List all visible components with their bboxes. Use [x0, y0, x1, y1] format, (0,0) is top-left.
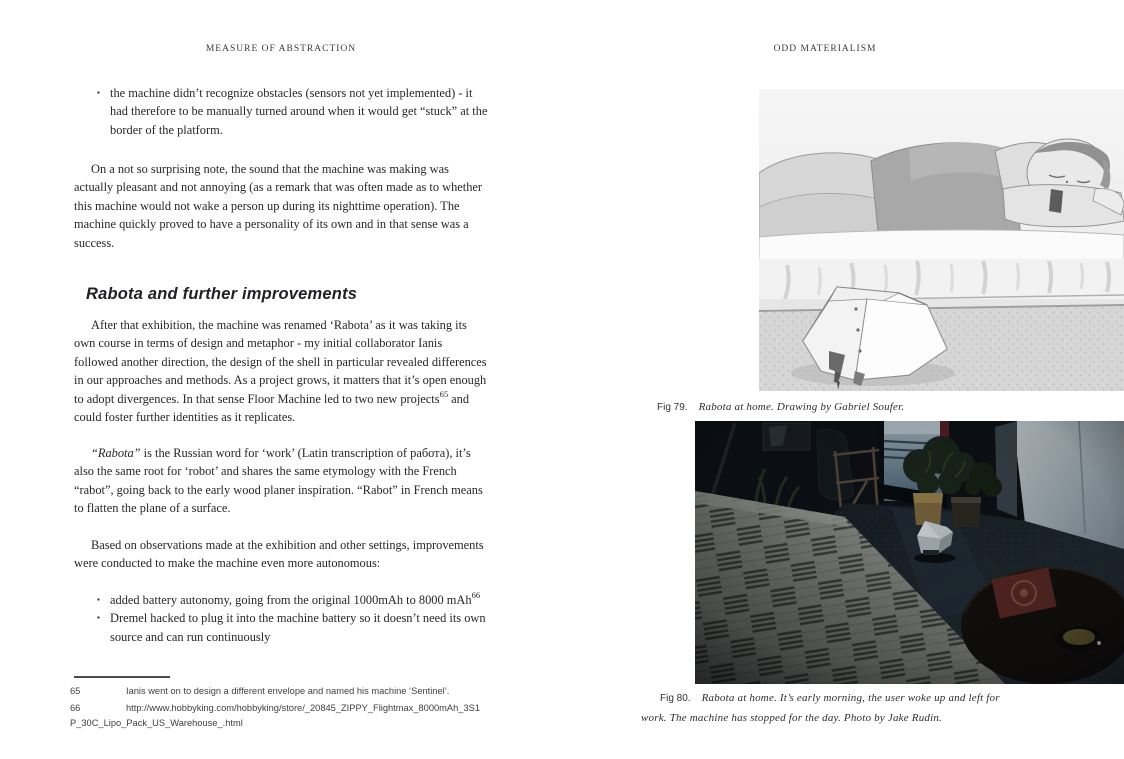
paragraph-text: After that exhibition, the machine was renamed ‘Rabota’ as it was taking its own course in terms of design and metaphor - my initial collaborator Ianis followed another direction, the design of the shell in particular revealed differences in our approaches and methods. As a project grows, it matters that it’s open enough to adopt divergences. In that sense Floor Machine led to two new projects: [74, 318, 487, 406]
running-header-right: ODD MATERIALISM: [773, 44, 877, 54]
paragraph-sound: On a not so surprising note, the sound that the machine was making was actually pleasant and not annoying (as a remark that was often made as to whether this machine would not wake a person up during its nighttime operation). The machine quickly proved to have a personality of its own and in that sense was a success.: [74, 162, 483, 250]
footnote-ref-65: 65: [439, 388, 449, 399]
paragraph-rename: [74, 316, 488, 426]
list-item-text: added battery autonomy, going from the original 1000mAh to 8000 mAh: [110, 593, 472, 607]
paragraph-text: and could foster further identities as it replicates.: [74, 391, 470, 425]
section-heading: Rabota and further improvements: [86, 285, 358, 303]
footnote-divider: [74, 676, 170, 678]
mattress: [759, 230, 1124, 311]
dark-bedroom-photo: [695, 421, 1124, 684]
paragraph-lead-italic: “Rabota”: [91, 446, 141, 460]
footnote-number: 65: [70, 686, 81, 696]
figure-79-drawing: [759, 89, 1124, 391]
footnote-number: 66: [70, 703, 81, 713]
figure-80-photo: [695, 421, 1124, 684]
sleeping-person-drawing: [759, 89, 1124, 391]
footnote: [70, 684, 484, 699]
figure-80-caption: [641, 689, 1021, 727]
paragraph-etymology: [74, 444, 488, 518]
improvements-bullet-list: [74, 591, 488, 646]
paragraph-observations: Based on observations made at the exhibition and other settings, improvements were conducted to make the machine even more autonomous:: [74, 538, 484, 571]
figure-label: Fig 79.: [657, 402, 688, 413]
issues-bullet-list: [74, 84, 488, 139]
footnote-url: http://www.hobbyking.com/hobbyking/store/_20845_ZIPPY_Flightmax_8000mAh_3S1P_30C_Lipo_Pack_US_Warehouse_.html: [70, 703, 481, 728]
caption-text: Rabota at home. It’s early morning, the user woke up and left for work. The machine has stopped for the day. Photo by Jake Rudin.: [641, 692, 1000, 724]
footnote-ref-66: 66: [471, 590, 481, 600]
caption-text: Rabota at home. Drawing by Gabriel Soufer.: [698, 401, 905, 413]
list-item: ▪ Dremel hacked to plug it into the machine battery so it doesn’t need its own source and can run continuously: [110, 609, 488, 646]
paragraph-text: is the Russian word for ‘work’ (Latin transcription of работа), it’s also the same root for ‘robot’ and shares the same etymology with the French “rabot”, going back to the early wood planer inspiration. “Rabot” in French means to flatten the plane of a surface.: [74, 446, 483, 516]
figure-79-caption: [657, 398, 1097, 418]
figure-label: Fig 80.: [660, 693, 691, 704]
footnote: [70, 701, 484, 731]
list-item: ▪ the machine didn’t recognize obstacles (sensors not yet implemented) - it had therefore to be manually turned around when it would get “stuck” at the border of the platform.: [110, 84, 488, 139]
list-item: [110, 591, 488, 609]
running-header-left: MEASURE OF ABSTRACTION: [205, 44, 357, 54]
footnote-text: Ianis went on to design a different envelope and named his machine ‘Sentinel’.: [126, 686, 450, 696]
